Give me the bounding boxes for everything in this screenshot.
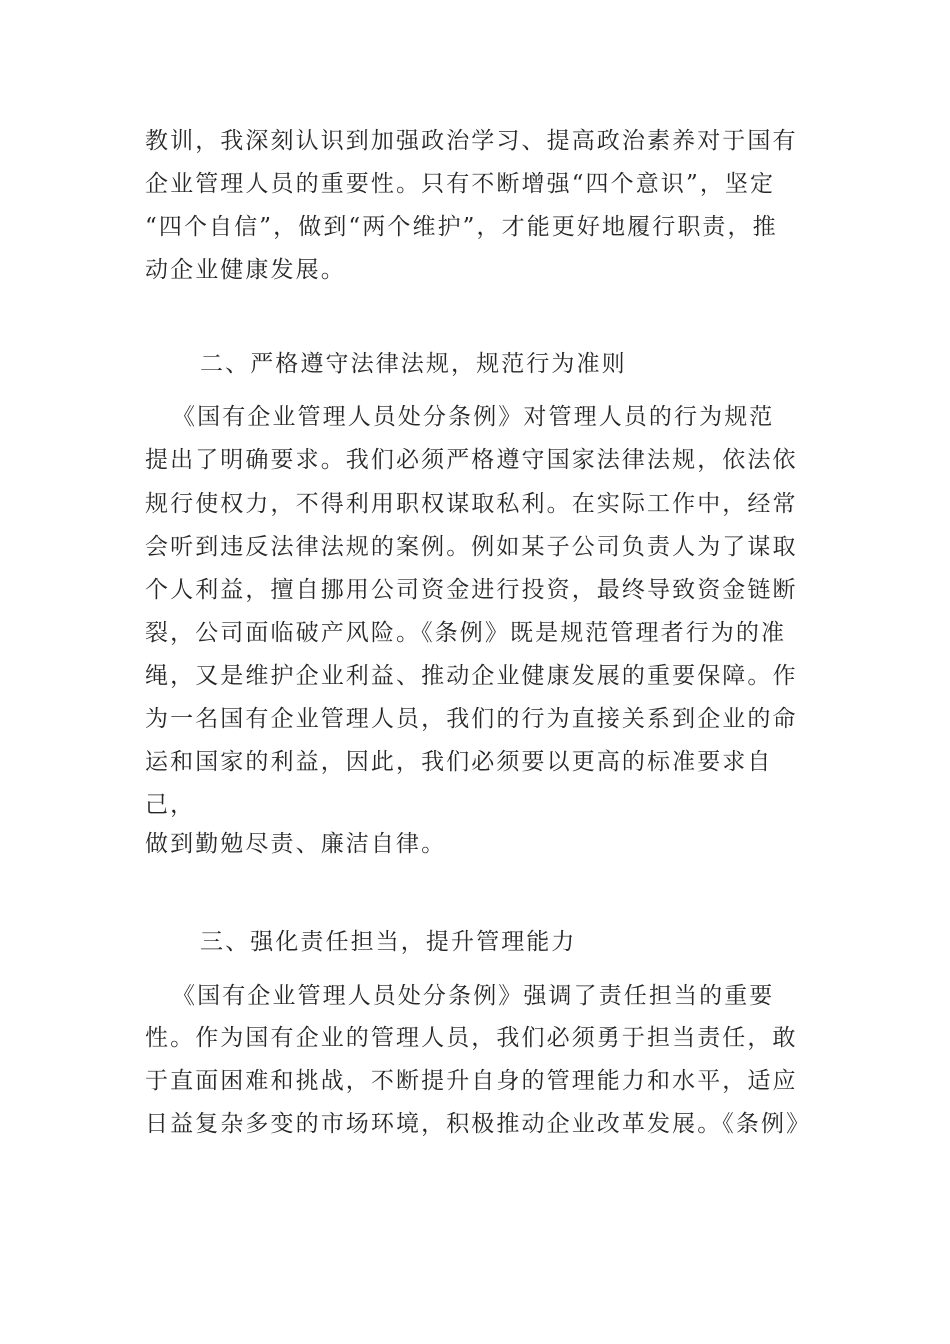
paragraph-line: 提出了明确要求。我们必须严格遵守国家法律法规，依法依 bbox=[145, 447, 798, 473]
paragraph-line: 为一名国有企业管理人员，我们的行为直接关系到企业的命 bbox=[145, 706, 798, 732]
paragraph-line: 绳，又是维护企业利益、推动企业健康发展的重要保障。作 bbox=[145, 663, 798, 689]
paragraph-line: 个人利益，擅自挪用公司资金进行投资，最终导致资金链断 bbox=[145, 577, 798, 603]
paragraph-line: 日益复杂多变的市场环境，积极推动企业改革发展。《条例》 bbox=[145, 1111, 812, 1137]
paragraph-line: 会听到违反法律法规的案例。例如某子公司负责人为了谋取 bbox=[145, 534, 798, 560]
section-heading-3: 三、强化责任担当，提升管理能力 bbox=[200, 929, 577, 955]
paragraph-line: 《国有企业管理人员处分条例》强调了责任担当的重要 bbox=[172, 983, 775, 1009]
section-heading-2: 二、严格遵守法律法规，规范行为准则 bbox=[200, 351, 627, 377]
paragraph-line: 裂，公司面临破产风险。《条例》既是规范管理者行为的准 bbox=[145, 620, 787, 646]
paragraph-line: 性。作为国有企业的管理人员，我们必须勇于担当责任，敢 bbox=[145, 1025, 798, 1051]
paragraph-line: 运和国家的利益，因此，我们必须要以更高的标准要求自 bbox=[145, 749, 773, 775]
paragraph-line: “四个自信”，做到“两个维护”，才能更好地履行职责，推 bbox=[145, 214, 778, 240]
paragraph-line: 教训，我深刻认识到加强政治学习、提高政治素养对于国有 bbox=[145, 128, 798, 154]
paragraph-line: 做到勤勉尽责、廉洁自律。 bbox=[145, 831, 447, 857]
paragraph-line: 规行使权力，不得利用职权谋取私利。在实际工作中，经常 bbox=[145, 491, 798, 517]
paragraph-line: 企业管理人员的重要性。只有不断增强“四个意识”，坚定 bbox=[145, 171, 776, 197]
paragraph-line: 己， bbox=[145, 792, 196, 818]
paragraph-line: 《国有企业管理人员处分条例》对管理人员的行为规范 bbox=[172, 404, 775, 430]
paragraph-line: 于直面困难和挑战，不断提升自身的管理能力和水平，适应 bbox=[145, 1068, 798, 1094]
paragraph-line: 动企业健康发展。 bbox=[145, 257, 346, 283]
